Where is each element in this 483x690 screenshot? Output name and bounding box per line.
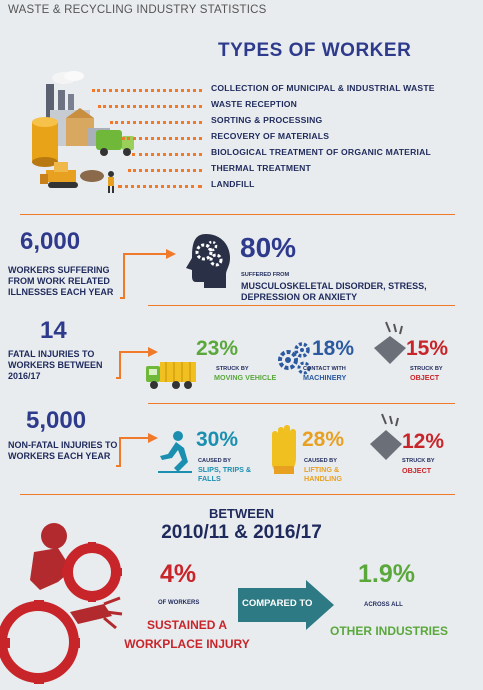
vehicle-small: STRUCK BY bbox=[216, 366, 249, 372]
other-pct: 1.9% bbox=[358, 560, 415, 588]
worker-type-item: COLLECTION OF MUNICIPAL & INDUSTRIAL WASTE bbox=[211, 83, 435, 93]
injured-worker-gears-illustration bbox=[0, 520, 132, 690]
illness-pct-label: MUSCULOSKELETAL DISORDER, STRESS, DEPRESSION OR ANXIETY bbox=[241, 281, 427, 302]
between-period: 2010/11 & 2016/17 bbox=[161, 522, 322, 543]
object2-small: STRUCK BY bbox=[402, 458, 435, 464]
object-cause: OBJECT bbox=[410, 373, 440, 382]
lifting-cause: LIFTING & HANDLING bbox=[304, 465, 342, 483]
object-pct: 15% bbox=[406, 337, 449, 360]
slip-trip-fall-icon bbox=[156, 430, 194, 474]
other-label: OTHER INDUSTRIES bbox=[330, 624, 449, 638]
object2-cause: OBJECT bbox=[402, 466, 432, 475]
worker-type-item: THERMAL TREATMENT bbox=[211, 163, 311, 173]
machinery-small: CONTACT WITH bbox=[303, 366, 346, 372]
illness-number: 6,000 bbox=[20, 228, 81, 255]
nonfatal-connector-arrow bbox=[114, 432, 160, 470]
object-small: STRUCK BY bbox=[410, 366, 443, 372]
illness-connector-arrow bbox=[118, 246, 178, 302]
worker-type-item: SORTING & PROCESSING bbox=[211, 115, 323, 125]
section-divider bbox=[148, 305, 455, 306]
worker-type-item: RECOVERY OF MATERIALS bbox=[211, 131, 330, 141]
other-small: ACROSS ALL bbox=[364, 602, 403, 608]
section-divider bbox=[20, 214, 455, 215]
connector-dots bbox=[110, 121, 202, 124]
illness-label: WORKERS SUFFERING FROM WORK RELATED ILLNESSES EACH YEAR bbox=[8, 265, 114, 297]
machinery-cause: MACHINERY bbox=[303, 373, 347, 382]
lifting-pct: 28% bbox=[302, 428, 345, 451]
worker-type-item: BIOLOGICAL TREATMENT OF ORGANIC MATERIAL bbox=[211, 147, 431, 157]
compared-to-label: COMPARED TO bbox=[242, 598, 313, 609]
fatal-label: FATAL INJURIES TO WORKERS BETWEEN 2016/17 bbox=[8, 349, 103, 381]
injury-small: OF WORKERS bbox=[158, 600, 200, 606]
illness-pct-small: SUFFERED FROM bbox=[241, 272, 290, 278]
illness-pct: 80% bbox=[240, 232, 297, 263]
machinery-pct: 18% bbox=[312, 337, 355, 360]
section-divider bbox=[148, 403, 455, 404]
section-divider bbox=[20, 494, 455, 495]
slips-small: CAUSED BY bbox=[198, 458, 231, 464]
connector-dots bbox=[98, 105, 202, 108]
object2-pct: 12% bbox=[402, 430, 445, 453]
injury-pct: 4% bbox=[160, 560, 197, 588]
connector-dots bbox=[128, 169, 202, 172]
slips-cause: SLIPS, TRIPS & FALLS bbox=[198, 465, 252, 483]
connector-dots bbox=[132, 153, 202, 156]
slips-pct: 30% bbox=[196, 428, 239, 451]
vehicle-pct: 23% bbox=[196, 337, 239, 360]
worker-type-item: LANDFILL bbox=[211, 179, 255, 189]
between-label: BETWEEN bbox=[209, 506, 274, 521]
glove-icon bbox=[266, 424, 302, 476]
worker-type-item: WASTE RECEPTION bbox=[211, 99, 298, 109]
connector-dots bbox=[122, 137, 202, 140]
nonfatal-number: 5,000 bbox=[26, 407, 87, 434]
injury-label: SUSTAINED A WORKPLACE INJURY bbox=[124, 618, 250, 651]
moving-vehicle-icon bbox=[146, 360, 198, 390]
connector-dots bbox=[118, 185, 202, 188]
falling-object-icon bbox=[372, 320, 408, 366]
connector-dots bbox=[92, 89, 202, 92]
head-gears-icon bbox=[182, 232, 232, 292]
types-of-worker-title: TYPES OF WORKER bbox=[218, 40, 412, 61]
lifting-small: CAUSED BY bbox=[304, 458, 337, 464]
nonfatal-label: NON-FATAL INJURIES TO WORKERS EACH YEAR bbox=[8, 440, 118, 461]
page-header: WASTE & RECYCLING INDUSTRY STATISTICS bbox=[8, 4, 267, 16]
falling-object-icon bbox=[368, 412, 404, 462]
vehicle-cause: MOVING VEHICLE bbox=[214, 373, 277, 382]
fatal-number: 14 bbox=[40, 317, 67, 344]
